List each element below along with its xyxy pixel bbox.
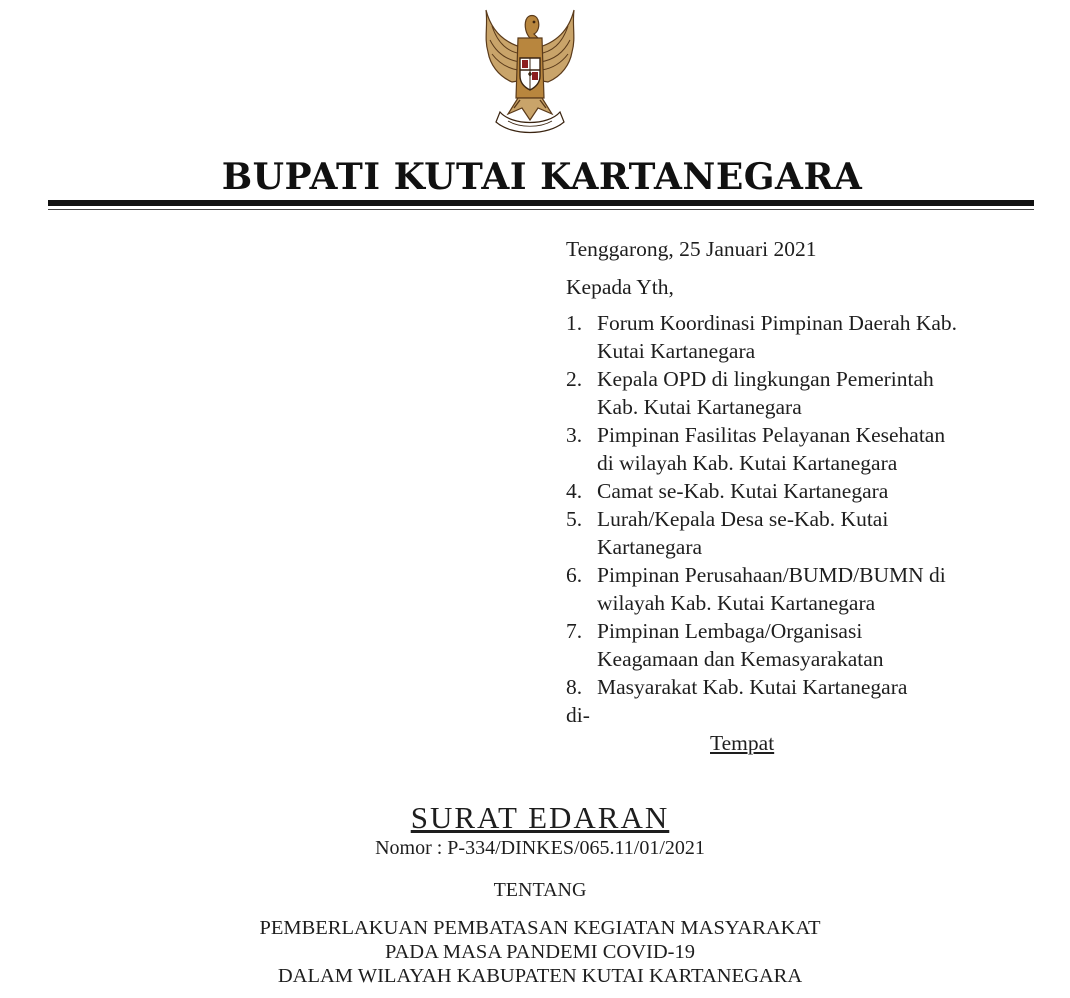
list-item [566, 505, 966, 561]
list-item [566, 561, 966, 617]
subject-line: DALAM WILAYAH KABUPATEN KUTAI KARTANEGARA [277, 965, 803, 987]
recipient-text: Lurah/Kepala Desa se-Kab. Kutai Kartanegara [597, 507, 889, 559]
document-subject [0, 916, 1070, 988]
list-item [566, 477, 966, 505]
address-block [566, 235, 966, 757]
recipient-text: Pimpinan Fasilitas Pelayanan Kesehatan di wilayah Kab. Kutai Kartanegara [597, 423, 946, 475]
list-item [566, 365, 966, 421]
recipient-text: Forum Koordinasi Pimpinan Daerah Kab. Kutai Kartanegara [597, 311, 958, 363]
recipient-text: Pimpinan Lembaga/Organisasi Keagamaan dan Kemasyarakatan [597, 619, 884, 671]
page-title: BUPATI KUTAI KARTANEGARA [221, 156, 863, 198]
list-item [566, 309, 966, 365]
recipient-text: Camat se-Kab. Kutai Kartanegara [597, 479, 889, 503]
header-divider [48, 200, 1034, 206]
document-heading [0, 800, 1070, 988]
subject-line: PEMBERLAKUAN PEMBATASAN KEGIATAN MASYARAKAT [259, 917, 821, 939]
recipient-text: Pimpinan Perusahaan/BUMD/BUMN di wilayah Kab. Kutai Kartanegara [597, 563, 946, 615]
list-number: 8. [566, 675, 583, 699]
recipient-list [566, 309, 966, 701]
list-number: 7. [566, 619, 583, 643]
garuda-emblem-icon [478, 4, 582, 138]
list-number: 6. [566, 563, 583, 587]
list-number: 1. [566, 311, 583, 335]
document-type: SURAT EDARAN [410, 800, 670, 835]
list-number: 5. [566, 507, 583, 531]
place-date: Tenggarong, 25 Januari 2021 [566, 237, 817, 261]
salutation: Kepada Yth, [566, 275, 674, 299]
list-number: 3. [566, 423, 583, 447]
document-number: Nomor : P-334/DINKES/065.11/01/2021 [375, 837, 705, 859]
di-label: di- [566, 703, 590, 727]
list-number: 4. [566, 479, 583, 503]
subject-line: PADA MASA PANDEMI COVID-19 [384, 941, 696, 963]
recipient-text: Kepala OPD di lingkungan Pemerintah Kab. Kutai Kartanegara [597, 367, 934, 419]
list-item [566, 617, 966, 673]
list-item [566, 673, 966, 701]
tentang-label: TENTANG [493, 879, 587, 901]
tempat-label: Tempat [710, 731, 775, 755]
list-item [566, 421, 966, 477]
header-divider-thin [48, 209, 1034, 210]
list-number: 2. [566, 367, 583, 391]
recipient-text: Masyarakat Kab. Kutai Kartanegara [597, 675, 908, 699]
